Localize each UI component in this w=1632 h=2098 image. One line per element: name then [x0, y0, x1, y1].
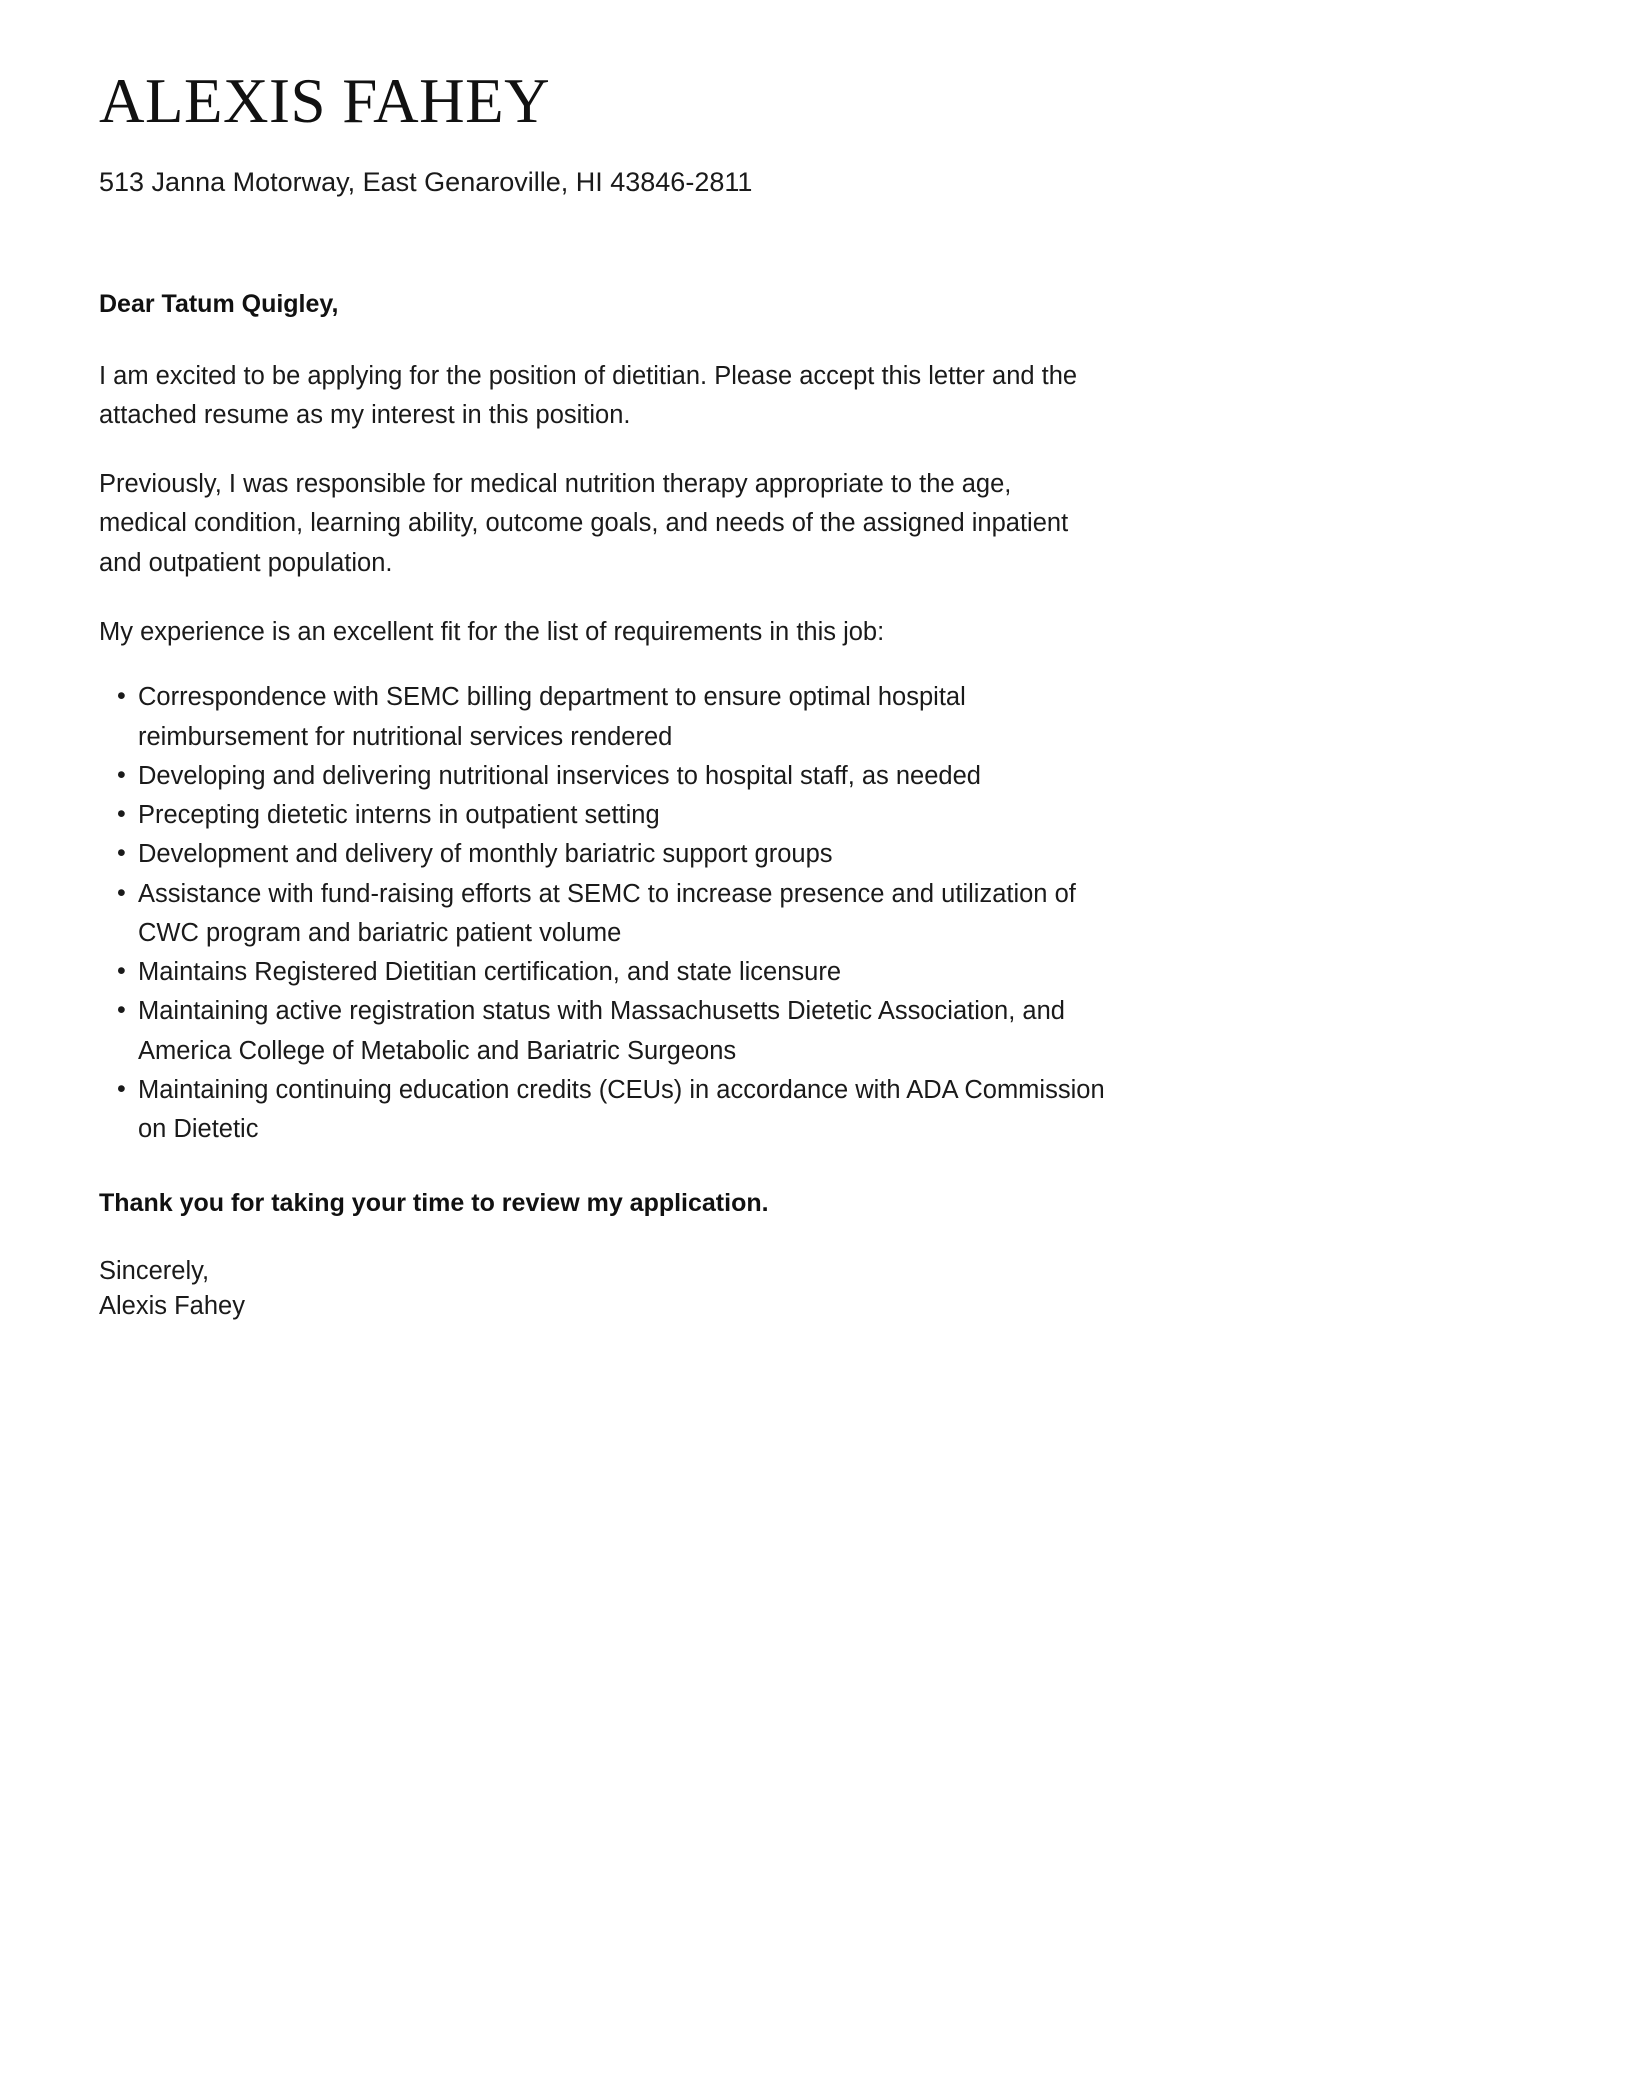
signature-name: Alexis Fahey — [99, 1291, 245, 1320]
list-item: • Developing and delivering nutritional inservices to hospital staff, as needed — [99, 757, 1108, 796]
list-item: • Maintains Registered Dietitian certification, and state licensure — [99, 953, 1108, 992]
applicant-name-heading: ALEXIS FAHEY — [99, 66, 551, 136]
list-item: • Maintaining active registration status with Massachusetts Dietetic Association, and America College of Metabolic and Bariatric Surgeons — [99, 992, 1108, 1071]
requirements-intro-paragraph: My experience is an excellent fit for the list of requirements in this job: — [99, 618, 885, 647]
letter-body — [98, 286, 1108, 1324]
list-item: • Development and delivery of monthly bariatric support groups — [99, 835, 1108, 874]
intro-paragraph: I am excited to be applying for the position of dietitian. Please accept this letter and the attached resume as my interest in this position. — [99, 361, 1078, 429]
letter-container — [98, 62, 1108, 1324]
salutation: Dear Tatum Quigley, — [99, 290, 339, 319]
closing-block — [99, 1254, 1108, 1324]
list-item: • Assistance with fund-raising efforts at SEMC to increase presence and utilization of CWC program and bariatric patient volume — [99, 875, 1108, 954]
thank-you-line: Thank you for taking your time to review my application. — [99, 1189, 769, 1218]
requirements-list — [98, 678, 1108, 1149]
list-item: • Correspondence with SEMC billing department to ensure optimal hospital reimbursement for nutritional services rendered — [99, 678, 1108, 757]
experience-paragraph: Previously, I was responsible for medical nutrition therapy appropriate to the age, medical condition, learning ability, outcome goals, and needs of the assigned inpatient and outpatient population. — [99, 470, 1069, 577]
applicant-address: 513 Janna Motorway, East Genaroville, HI 43846-2811 — [99, 167, 753, 197]
closing-salutation: Sincerely, — [99, 1256, 210, 1285]
list-item: • Maintaining continuing education credits (CEUs) in accordance with ADA Commission on Dietetic — [99, 1071, 1108, 1150]
list-item: • Precepting dietetic interns in outpatient setting — [99, 796, 1108, 835]
